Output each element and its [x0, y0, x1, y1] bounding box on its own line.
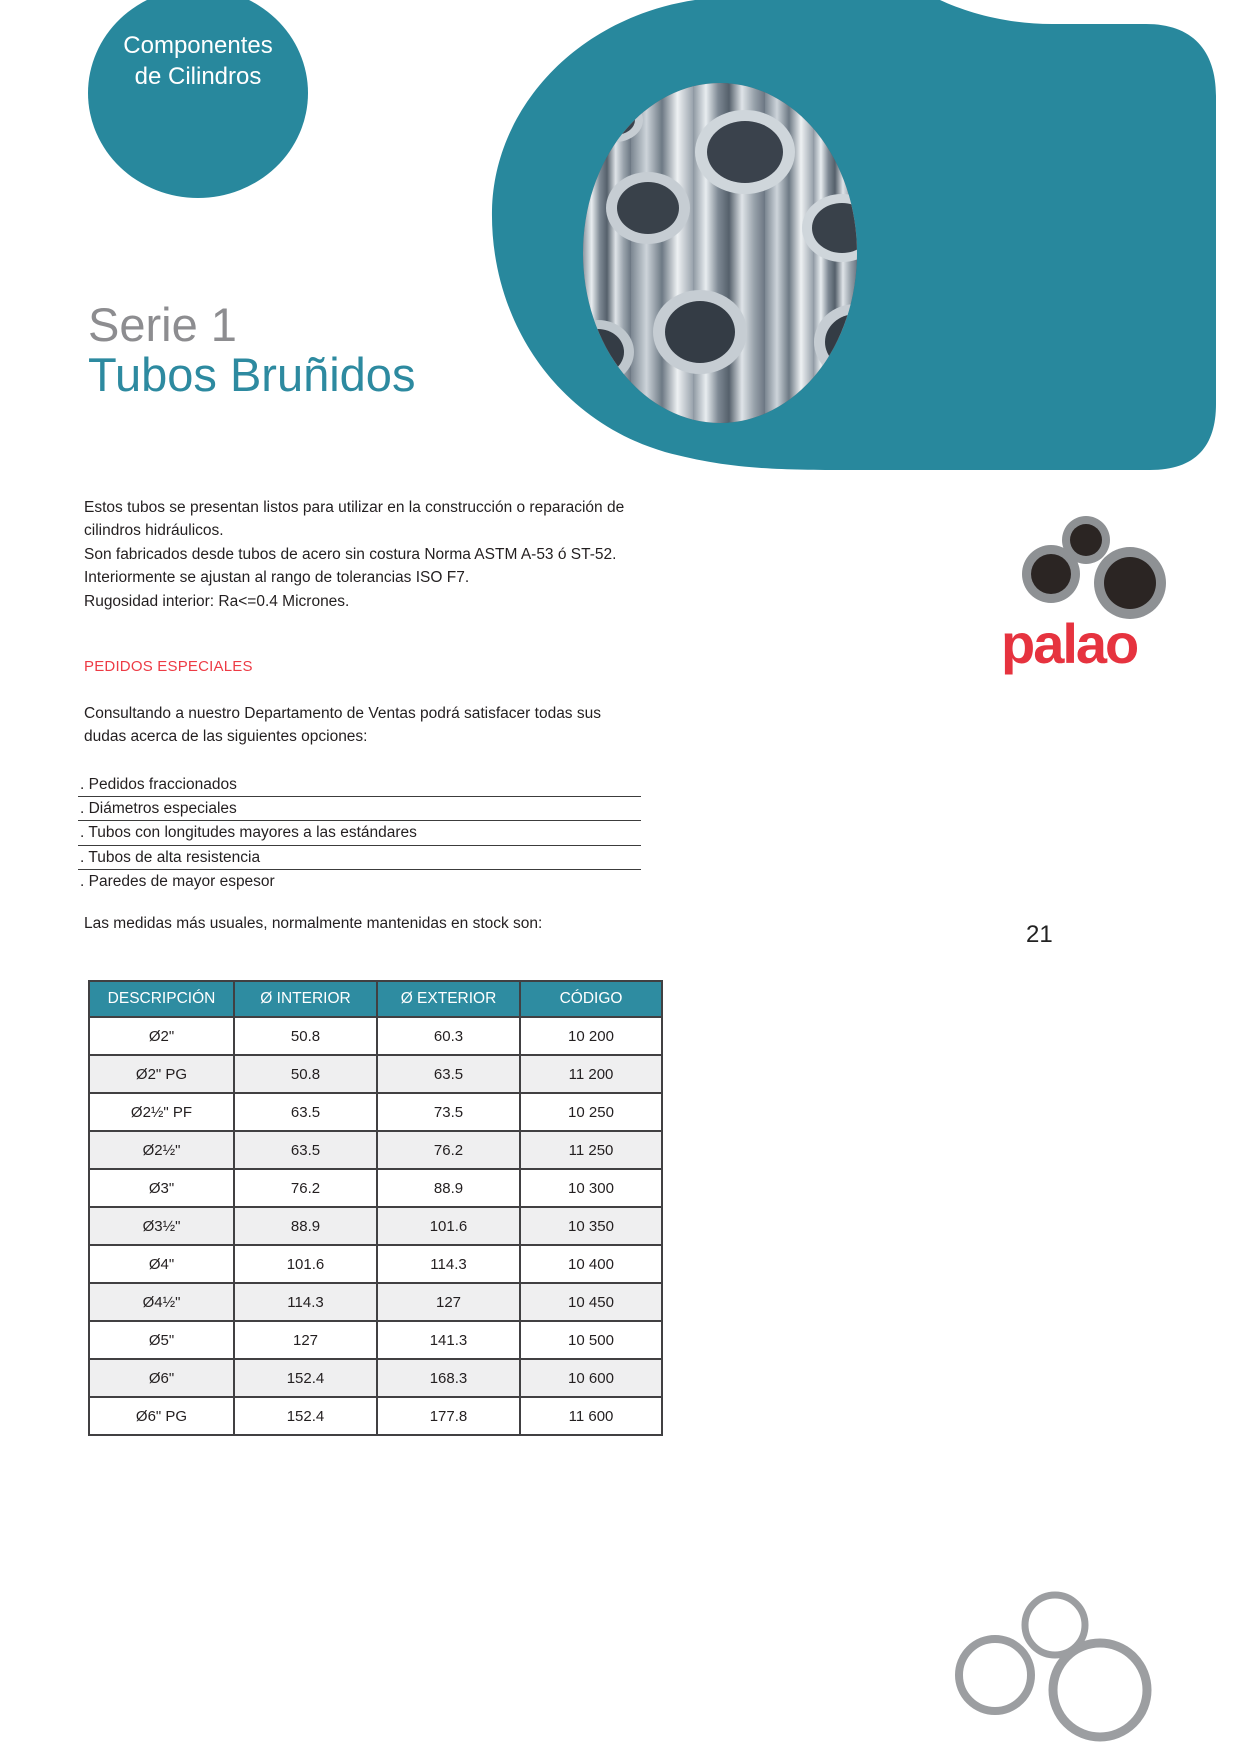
palao-logo-circles-icon [1022, 516, 1166, 619]
table-cell: Ø2½" [89, 1131, 234, 1169]
table-cell: 60.3 [377, 1017, 520, 1055]
table-cell: 73.5 [377, 1093, 520, 1131]
table-cell: 10 500 [520, 1321, 662, 1359]
table-cell: Ø5" [89, 1321, 234, 1359]
special-options-list [78, 773, 641, 893]
table-cell: 63.5 [234, 1093, 377, 1131]
table-cell: 10 350 [520, 1207, 662, 1245]
option-item: . Pedidos fraccionados [78, 773, 641, 797]
table-cell: 63.5 [377, 1055, 520, 1093]
table-row [89, 1283, 662, 1321]
table-cell: 127 [234, 1321, 377, 1359]
title-block [88, 300, 415, 400]
table-cell: 63.5 [234, 1131, 377, 1169]
table-cell: Ø2½" PF [89, 1093, 234, 1131]
option-item: . Tubos con longitudes mayores a las estándares [78, 821, 641, 845]
table-cell: Ø3½" [89, 1207, 234, 1245]
header-cell: Ø INTERIOR [234, 981, 377, 1017]
table-cell: Ø2" PG [89, 1055, 234, 1093]
badge-line-2: de Cilindros [134, 63, 262, 90]
header-cell: CÓDIGO [520, 981, 662, 1017]
header-cell: DESCRIPCIÓN [89, 981, 234, 1017]
series-title: Serie 1 [88, 298, 237, 351]
table-row [89, 1245, 662, 1283]
table-row [89, 1397, 662, 1435]
special-orders-heading: PEDIDOS ESPECIALES [84, 658, 253, 675]
table-row [89, 1207, 662, 1245]
table-cell: 152.4 [234, 1359, 377, 1397]
table-cell: 101.6 [377, 1207, 520, 1245]
table-cell: 10 400 [520, 1245, 662, 1283]
intro-line: Interiormente se ajustan al rango de tolerancias ISO F7. [84, 569, 470, 587]
table-cell: Ø4" [89, 1245, 234, 1283]
table-row [89, 1131, 662, 1169]
table-cell: 88.9 [234, 1207, 377, 1245]
special-orders-intro-line: Consultando a nuestro Departamento de Ventas podrá satisfacer todas sus [84, 705, 601, 722]
table-row [89, 1321, 662, 1359]
table-header-row [89, 981, 662, 1017]
table-row [89, 1359, 662, 1397]
table-cell: 76.2 [377, 1131, 520, 1169]
table-row [89, 1093, 662, 1131]
option-item: . Diámetros especiales [78, 797, 641, 821]
intro-paragraph [84, 496, 624, 613]
table-cell: 168.3 [377, 1359, 520, 1397]
table-cell: 10 450 [520, 1283, 662, 1321]
special-orders-intro-line: dudas acerca de las siguientes opciones: [84, 728, 368, 746]
sizes-table [88, 980, 663, 1436]
table-cell: 127 [377, 1283, 520, 1321]
table-cell: Ø3" [89, 1169, 234, 1207]
table-cell: Ø6" PG [89, 1397, 234, 1435]
table-cell: 114.3 [377, 1245, 520, 1283]
intro-line: Rugosidad interior: Ra<=0.4 Micrones. [84, 592, 350, 610]
table-cell: 101.6 [234, 1245, 377, 1283]
footer-logo-circles-icon [959, 1595, 1147, 1737]
table-cell: 10 250 [520, 1093, 662, 1131]
intro-line: Estos tubos se presentan listos para utilizar en la construcción o reparación de [84, 499, 625, 516]
table-cell: 11 600 [520, 1397, 662, 1435]
intro-line: cilindros hidráulicos. [84, 522, 224, 540]
table-cell: 152.4 [234, 1397, 377, 1435]
table-cell: 114.3 [234, 1283, 377, 1321]
table-cell: 88.9 [377, 1169, 520, 1207]
table-cell: 141.3 [377, 1321, 520, 1359]
table-cell: 11 200 [520, 1055, 662, 1093]
page-title: Tubos Bruñidos [88, 348, 416, 401]
option-item: . Tubos de alta resistencia [78, 846, 641, 870]
table-cell: 50.8 [234, 1017, 377, 1055]
table-cell: 10 300 [520, 1169, 662, 1207]
table-cell: 50.8 [234, 1055, 377, 1093]
table-cell: 10 600 [520, 1359, 662, 1397]
palao-wordmark: palao [1001, 612, 1138, 675]
badge-line-1: Componentes [123, 32, 273, 59]
table-cell: Ø6" [89, 1359, 234, 1397]
special-orders-intro [84, 702, 601, 749]
table-row [89, 1169, 662, 1207]
option-item: . Paredes de mayor espesor [80, 872, 275, 890]
intro-line: Son fabricados desde tubos de acero sin costura Norma ASTM A-53 ó ST-52. [84, 545, 617, 563]
table-cell: Ø2" [89, 1017, 234, 1055]
table-cell: Ø4½" [89, 1283, 234, 1321]
page-number: 21 [1026, 921, 1053, 948]
table-cell: 10 200 [520, 1017, 662, 1055]
table-cell: 11 250 [520, 1131, 662, 1169]
table-row [89, 1055, 662, 1093]
header-cell: Ø EXTERIOR [377, 981, 520, 1017]
table-cell: 76.2 [234, 1169, 377, 1207]
table-row [89, 1017, 662, 1055]
stock-sentence: Las medidas más usuales, normalmente mantenidas en stock son: [84, 915, 543, 932]
table-cell: 177.8 [377, 1397, 520, 1435]
